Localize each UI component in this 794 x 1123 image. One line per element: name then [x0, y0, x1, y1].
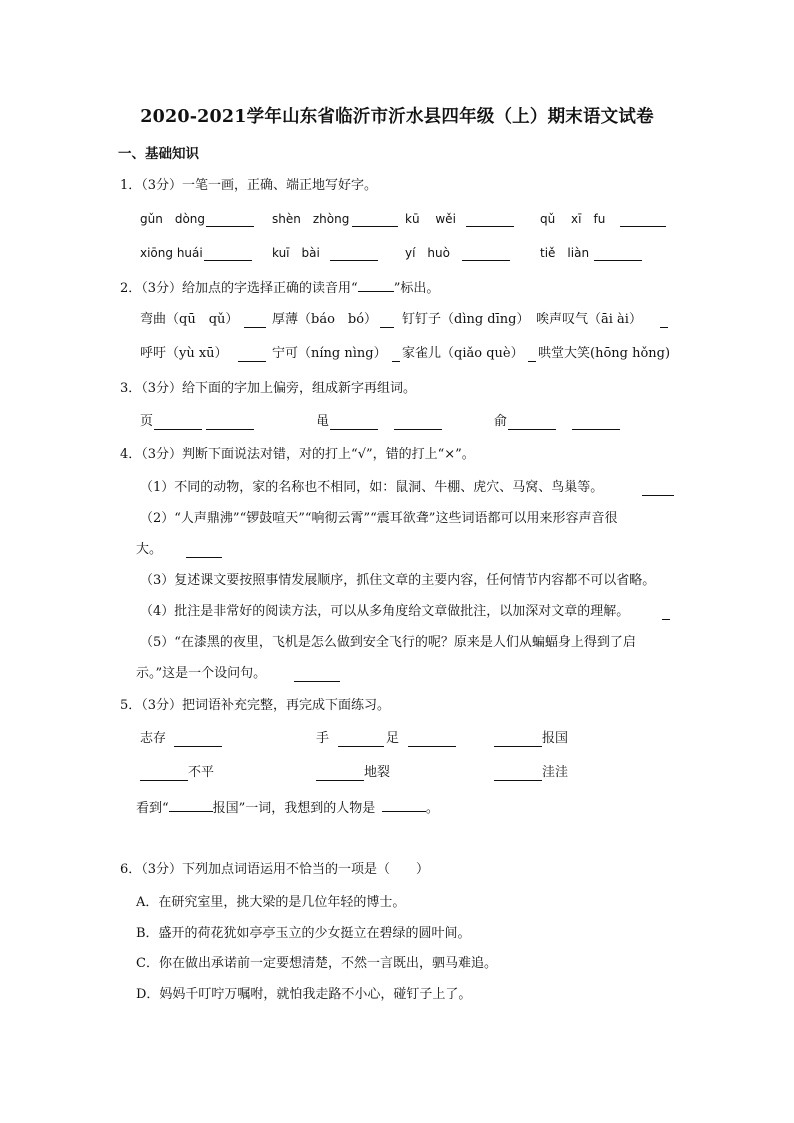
- idiom-fragment: 手: [316, 731, 330, 746]
- judgment-statement-continued: 大。: [136, 542, 163, 557]
- base-character: 黾: [316, 414, 330, 429]
- answer-blank[interactable]: [238, 348, 266, 362]
- question-5-sentence: [136, 798, 439, 818]
- exam-title: 2020-2021学年山东省临沂市沂水县四年级（上）期末语文试卷: [140, 107, 654, 127]
- sentence-part: 。: [425, 801, 439, 816]
- question-5-stem: 5．（3分）把词语补充完整，再完成下面练习。: [120, 698, 391, 713]
- question-2-stem: [120, 278, 439, 298]
- answer-blank[interactable]: [528, 348, 536, 362]
- answer-blank[interactable]: [330, 416, 378, 430]
- pinyin-item: kū wěi: [405, 212, 456, 226]
- sentence-part: 报国”一词，我想到的人物是: [212, 801, 376, 816]
- sentence-part: 看到“: [136, 801, 169, 816]
- question-2-stem-end: ”标出。: [393, 281, 440, 296]
- answer-blank[interactable]: [408, 733, 456, 747]
- question-1-stem: 1．（3分）一笔一画，正确、端正地写好字。: [120, 178, 378, 193]
- answer-blank[interactable]: [642, 482, 674, 496]
- answer-blank[interactable]: [620, 213, 666, 227]
- answer-blank[interactable]: [174, 733, 222, 747]
- base-character: 俞: [494, 414, 508, 429]
- answer-blank[interactable]: [662, 606, 670, 620]
- answer-blank[interactable]: [244, 314, 266, 328]
- pinyin-item: tiě liàn: [540, 246, 590, 260]
- answer-blank[interactable]: [660, 314, 668, 328]
- reading-choice: 唉声叹气（āi ài）: [536, 312, 642, 327]
- base-character: 页: [140, 414, 154, 429]
- reading-choice: 家雀儿（qiǎo què）: [402, 346, 524, 361]
- answer-blank[interactable]: [204, 247, 252, 261]
- mark-blank: [358, 278, 394, 292]
- answer-blank[interactable]: [169, 798, 213, 812]
- answer-blank[interactable]: [380, 314, 394, 328]
- judgment-statement: （5）“在漆黑的夜里，飞机是怎么做到安全飞行的呢？原来是人们从蝙蝠身上得到了启: [140, 635, 636, 650]
- pinyin-item: qǔ xī fu: [540, 212, 606, 226]
- answer-blank[interactable]: [594, 247, 642, 261]
- idiom-fragment: 报国: [542, 731, 569, 746]
- question-3-stem: 3．（3分）给下面的字加上偏旁，组成新字再组词。: [120, 381, 417, 396]
- answer-blank[interactable]: [294, 668, 340, 682]
- question-2-stem-text: 2．（3分）给加点的字选择正确的读音用“: [120, 281, 358, 296]
- idiom-fragment: 志存: [140, 731, 167, 746]
- answer-blank[interactable]: [154, 416, 202, 430]
- judgment-statement: （2）“人声鼎沸”“锣鼓喧天”“响彻云霄”“震耳欲聋”这些词语都可以用来形容声音很: [140, 511, 618, 526]
- answer-blank[interactable]: [186, 544, 222, 558]
- idiom-fragment: 地裂: [364, 765, 391, 780]
- answer-blank[interactable]: [466, 213, 514, 227]
- answer-blank[interactable]: [140, 767, 188, 781]
- pinyin-item: yí huò: [405, 246, 450, 260]
- reading-choice: 厚薄（báo bó）: [272, 312, 378, 327]
- idiom-fragment: 洼洼: [542, 765, 569, 780]
- choice-option-d[interactable]: D．妈妈千叮咛万嘱咐，就怕我走路不小心，碰钉子上了。: [136, 987, 472, 1002]
- answer-blank[interactable]: [394, 416, 442, 430]
- judgment-statement-continued: 示。”这是一个设问句。: [136, 666, 267, 681]
- choice-option-a[interactable]: A．在研究室里，挑大梁的是几位年轻的博士。: [136, 895, 406, 910]
- pinyin-item: kuī bài: [272, 246, 320, 260]
- answer-blank[interactable]: [206, 213, 254, 227]
- judgment-statement: （1）不同的动物，家的名称也不相同，如：鼠洞、牛棚、虎穴、马窝、鸟巢等。: [140, 480, 604, 495]
- reading-choice: 哄堂大笑(hōng hǒng): [538, 346, 671, 361]
- idiom-fragment: 足: [386, 731, 400, 746]
- answer-blank[interactable]: [494, 767, 542, 781]
- answer-blank[interactable]: [494, 733, 542, 747]
- section-heading: 一、基础知识: [118, 146, 199, 162]
- answer-blank[interactable]: [508, 416, 556, 430]
- reading-choice: 弯曲（qū qǔ）: [140, 312, 239, 327]
- reading-choice: 宁可（níng nìng）: [272, 346, 387, 361]
- judgment-statement: （3）复述课文要按照事情发展顺序，抓住文章的主要内容，任何情节内容都不可以省略。: [140, 573, 656, 588]
- question-6-stem: 6．（3分）下列加点词语运用不恰当的一项是（ ）: [120, 862, 430, 877]
- reading-choice: 钉钉子（dìng dīng）: [402, 312, 530, 327]
- pinyin-item: gǔn dòng: [140, 212, 206, 226]
- answer-blank[interactable]: [338, 733, 384, 747]
- pinyin-item: xiōng huái: [140, 246, 203, 260]
- answer-blank[interactable]: [392, 348, 400, 362]
- answer-blank[interactable]: [382, 798, 426, 812]
- answer-blank[interactable]: [352, 213, 398, 227]
- choice-option-c[interactable]: C．你在做出承诺前一定要想清楚，不然一言既出，驷马难追。: [136, 956, 497, 971]
- answer-blank[interactable]: [462, 247, 510, 261]
- choice-option-b[interactable]: B．盛开的荷花犹如亭亭玉立的少女挺立在碧绿的圆叶间。: [136, 926, 471, 941]
- answer-blank[interactable]: [316, 767, 364, 781]
- pinyin-item: shèn zhòng: [272, 212, 350, 226]
- answer-blank[interactable]: [572, 416, 620, 430]
- answer-blank[interactable]: [206, 416, 254, 430]
- idiom-fragment: 不平: [188, 765, 215, 780]
- question-4-stem: 4．（3分）判断下面说法对错，对的打上“√”，错的打上“×”。: [120, 447, 475, 462]
- answer-blank[interactable]: [330, 247, 378, 261]
- judgment-statement: （4）批注是非常好的阅读方法，可以从多角度给文章做批注，以加深对文章的理解。: [140, 604, 630, 619]
- reading-choice: 呼吁（yù xū）: [140, 346, 228, 361]
